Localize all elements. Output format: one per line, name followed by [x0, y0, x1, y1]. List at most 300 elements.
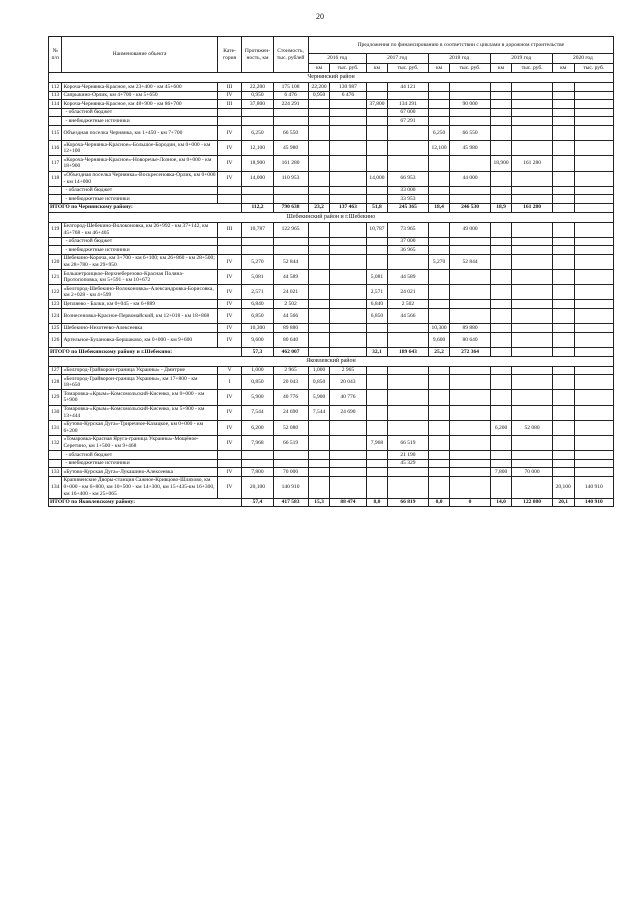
cell-year-km: 10,787 [366, 222, 388, 237]
cell-year-rub [574, 195, 614, 204]
cell-year-km [366, 332, 388, 347]
cell-num: 117 [49, 156, 62, 171]
cell-year-km: 1,000 [308, 366, 330, 375]
cell-year-km [308, 237, 330, 246]
cell-year-rub: 45 980 [450, 141, 490, 156]
cell-year-km [366, 125, 388, 140]
cell-year-rub [574, 300, 614, 309]
cell-year-km [428, 366, 450, 375]
cell-year-rub: 66 519 [388, 435, 428, 450]
page-number: 20 [316, 12, 324, 21]
cell-year-km [428, 420, 450, 435]
cell-year-km [366, 156, 388, 171]
cell-length: 112,2 [242, 203, 273, 212]
cell-year-km [490, 246, 512, 255]
table-row [49, 300, 614, 309]
cell-year-km [366, 468, 388, 477]
cell-year-km [490, 141, 512, 156]
cell-year-km [552, 285, 574, 300]
cell-name: Сапрыкино-Орлик, км 4+700 - км 5+650 [62, 91, 217, 100]
cell-cost: 40 776 [273, 390, 308, 405]
cell-year-rub [450, 108, 490, 117]
cell-year-rub: 36 965 [388, 246, 428, 255]
section-row [49, 356, 614, 366]
cell-num [49, 246, 62, 255]
cell-year-km [490, 100, 512, 109]
cell-length: 5,900 [242, 390, 273, 405]
cell-year-km [552, 117, 574, 126]
cell-year-km [366, 451, 388, 460]
cell-year-rub: 45 329 [388, 459, 428, 468]
table-row [49, 222, 614, 237]
cell-category: IV [217, 300, 242, 309]
cell-year-rub [330, 285, 366, 300]
cell-year-km [428, 108, 450, 117]
cell-num: 127 [49, 366, 62, 375]
table-row [49, 91, 614, 100]
cell-year-rub [450, 468, 490, 477]
header-year: 2017 год [366, 54, 428, 64]
cell-year-km [428, 246, 450, 255]
cell-category: IV [217, 285, 242, 300]
cell-year-rub [450, 117, 490, 126]
cell-length: 18,900 [242, 156, 273, 171]
cell-year-km [366, 366, 388, 375]
cell-year-km [308, 451, 330, 460]
table-row [49, 324, 614, 333]
cell-year-rub [450, 195, 490, 204]
cell-year-rub [450, 375, 490, 390]
cell-year-km [552, 420, 574, 435]
cell-year-km [428, 117, 450, 126]
cell-year-km [490, 270, 512, 285]
cell-year-rub [450, 186, 490, 195]
cell-year-rub: 67 000 [388, 108, 428, 117]
cell-name: «Короча-Чернянка-Красное»-Большое-Бородин, км 0+000 - км 12+100 [62, 141, 217, 156]
cell-category: I [217, 375, 242, 390]
cell-cost [273, 195, 308, 204]
table-row [49, 405, 614, 420]
cell-cost [273, 237, 308, 246]
cell-year-km [490, 186, 512, 195]
table-header [49, 37, 614, 73]
cell-length [242, 195, 273, 204]
cell-category: IV [217, 405, 242, 420]
cell-year-rub [330, 117, 366, 126]
cell-year-rub [450, 237, 490, 246]
cell-category: IV [217, 390, 242, 405]
cell-category [217, 108, 242, 117]
table-row [49, 83, 614, 92]
cell-year-rub [330, 270, 366, 285]
cell-year-rub [330, 332, 366, 347]
header-unit-rub: тыс. руб. [450, 64, 490, 73]
cell-year-km [428, 285, 450, 300]
cell-year-km [366, 420, 388, 435]
cell-year-rub [330, 435, 366, 450]
cell-cost [273, 451, 308, 460]
cell-year-rub [512, 108, 552, 117]
cell-year-rub [330, 186, 366, 195]
cell-year-km: 37,800 [366, 100, 388, 109]
header-unit-km: км [552, 64, 574, 73]
cell-year-km: 0,950 [308, 91, 330, 100]
header-year: 2018 год [428, 54, 490, 64]
cell-year-km [490, 348, 512, 357]
cell-year-rub [574, 375, 614, 390]
cell-year-km: 5,081 [366, 270, 388, 285]
cell-year-km [490, 405, 512, 420]
cell-year-rub [574, 237, 614, 246]
cell-year-rub: 161 280 [512, 203, 552, 212]
cell-year-rub [330, 100, 366, 109]
cell-year-km [490, 254, 512, 269]
sub-row [49, 108, 614, 117]
cell-year-km [552, 108, 574, 117]
cell-num: 123 [49, 300, 62, 309]
total-row [49, 498, 614, 507]
cell-year-km [428, 468, 450, 477]
cell-category: IV [217, 270, 242, 285]
cell-category: IV [217, 125, 242, 140]
cell-year-km [490, 375, 512, 390]
cell-year-km: 2,571 [366, 285, 388, 300]
cell-year-rub [450, 285, 490, 300]
cell-year-km [552, 100, 574, 109]
table-row [49, 420, 614, 435]
cell-year-rub [388, 156, 428, 171]
table-row [49, 100, 614, 109]
section-row [49, 212, 614, 222]
cell-year-km [366, 324, 388, 333]
cell-year-km [428, 405, 450, 420]
cell-cost: 110 953 [273, 171, 308, 186]
cell-year-rub [512, 222, 552, 237]
cell-name: Короча-Чернянка-Красное, км 23+400 - км 45+600 [62, 83, 217, 92]
cell-length: 6,840 [242, 300, 273, 309]
cell-category: IV [217, 171, 242, 186]
cell-year-rub: 24 021 [388, 285, 428, 300]
cell-num [49, 108, 62, 117]
cell-num: 115 [49, 125, 62, 140]
table-row [49, 309, 614, 324]
cell-year-km [552, 332, 574, 347]
cell-year-rub: 33 000 [388, 186, 428, 195]
cell-year-rub: 2 965 [330, 366, 366, 375]
cell-year-km: 51,8 [366, 203, 388, 212]
cell-year-rub [574, 332, 614, 347]
cell-year-rub: 49 000 [450, 222, 490, 237]
cell-num [49, 195, 62, 204]
cell-num [49, 117, 62, 126]
cell-year-rub [330, 222, 366, 237]
cell-cost: 89 880 [273, 324, 308, 333]
cell-year-rub [512, 91, 552, 100]
cell-year-km [552, 375, 574, 390]
cell-name: «Бутово-Курская Дуга»-Триречное-Казацкое, км 0+000 - км 6+200 [62, 420, 217, 435]
cell-year-rub [330, 108, 366, 117]
cell-length [242, 117, 273, 126]
cell-year-km [490, 324, 512, 333]
cell-year-rub: 21 190 [388, 451, 428, 460]
cell-year-rub: 189 643 [388, 348, 428, 357]
cell-year-rub [450, 83, 490, 92]
cell-name: «Белгород-Грайворон-граница Украины», км 17+800 - км 18+650 [62, 375, 217, 390]
cell-category: IV [217, 156, 242, 171]
cell-length [242, 246, 273, 255]
cell-year-km: 7,800 [490, 468, 512, 477]
cell-year-km [552, 186, 574, 195]
header-cost: Стоимость, тыс. рублей [273, 37, 308, 73]
cell-num: 124 [49, 309, 62, 324]
total-label: ИТОГО по Яковлевскому району: [49, 498, 242, 507]
cell-year-km: 8,0 [366, 498, 388, 507]
cell-year-km [490, 91, 512, 100]
cell-year-rub [330, 451, 366, 460]
cell-year-km [366, 117, 388, 126]
cell-year-km [366, 390, 388, 405]
table-row [49, 125, 614, 140]
cell-name: - областной бюджет [62, 237, 217, 246]
cell-year-km [552, 156, 574, 171]
cell-num: 132 [49, 435, 62, 450]
cell-year-km: 6,840 [366, 300, 388, 309]
header-unit-rub: тыс. руб. [512, 64, 552, 73]
cell-year-rub [574, 348, 614, 357]
cell-year-km [308, 186, 330, 195]
cell-num: 131 [49, 420, 62, 435]
cell-year-rub: 134 291 [388, 100, 428, 109]
cell-year-km [490, 300, 512, 309]
cell-year-km [366, 195, 388, 204]
cell-year-km [308, 285, 330, 300]
cell-category: IV [217, 476, 242, 498]
cell-year-km: 7,968 [366, 435, 388, 450]
cell-num: 113 [49, 91, 62, 100]
cell-year-km [428, 300, 450, 309]
table-row [49, 375, 614, 390]
cell-length: 14,000 [242, 171, 273, 186]
cell-cost [273, 108, 308, 117]
header-num: № п/п [49, 37, 62, 73]
cell-name: Белгород-Шебекино-Волоконовка, км 26+992 - км 37+142, км 45+768 - км 46+405 [62, 222, 217, 237]
cell-year-rub [450, 91, 490, 100]
cell-year-rub [450, 420, 490, 435]
cell-year-km [366, 459, 388, 468]
cell-cost: 6 476 [273, 91, 308, 100]
cell-cost: 52 844 [273, 254, 308, 269]
cell-year-km [552, 270, 574, 285]
cell-year-rub [512, 366, 552, 375]
cell-year-km [490, 476, 512, 498]
cell-year-rub [512, 309, 552, 324]
cell-cost: 122 965 [273, 222, 308, 237]
cell-year-rub: 89 880 [450, 324, 490, 333]
header-name: Наименование объекта [62, 37, 217, 73]
cell-year-km [490, 366, 512, 375]
cell-year-km [428, 435, 450, 450]
cell-cost: 44 566 [273, 309, 308, 324]
cell-year-km: 0,0 [428, 498, 450, 507]
cell-year-rub [330, 476, 366, 498]
cell-year-rub: 67 291 [388, 117, 428, 126]
cell-year-km [552, 195, 574, 204]
sub-row [49, 246, 614, 255]
cell-year-km [428, 156, 450, 171]
cell-num [49, 451, 62, 460]
cell-year-km [428, 171, 450, 186]
header-unit-rub: тыс. руб. [574, 64, 614, 73]
cell-cost: 417 583 [273, 498, 308, 507]
cell-year-rub [574, 186, 614, 195]
section-title: Яковлевский район [49, 356, 614, 366]
cell-year-km [366, 91, 388, 100]
cell-year-km [552, 468, 574, 477]
cell-year-km [366, 186, 388, 195]
cell-year-rub [574, 451, 614, 460]
cell-year-km [428, 390, 450, 405]
cell-length: 6,250 [242, 125, 273, 140]
header-year: 2019 год [490, 54, 552, 64]
cell-year-rub [512, 270, 552, 285]
cell-cost: 224 291 [273, 100, 308, 109]
table-row [49, 332, 614, 347]
cell-year-rub [512, 186, 552, 195]
cell-num: 134 [49, 476, 62, 498]
cell-category [217, 186, 242, 195]
cell-year-rub [388, 141, 428, 156]
cell-name: - областной бюджет [62, 108, 217, 117]
header-proposals: Предложения по финансированию в соответствии с циклами в дорожном строительстве [308, 37, 613, 54]
cell-year-rub [574, 91, 614, 100]
sub-row [49, 117, 614, 126]
cell-cost: 24 690 [273, 405, 308, 420]
cell-year-rub: 24 690 [330, 405, 366, 420]
section-row [49, 73, 614, 83]
cell-cost: 175 108 [273, 83, 308, 92]
cell-name: - областной бюджет [62, 186, 217, 195]
cell-category: IV [217, 254, 242, 269]
cell-year-km [308, 300, 330, 309]
cell-cost: 44 589 [273, 270, 308, 285]
cell-year-rub [512, 451, 552, 460]
cell-year-km [428, 270, 450, 285]
cell-year-rub [512, 254, 552, 269]
cell-year-rub [330, 324, 366, 333]
cell-year-rub: 44 566 [388, 309, 428, 324]
cell-category: III [217, 83, 242, 92]
cell-length: 0,950 [242, 91, 273, 100]
cell-cost [273, 186, 308, 195]
cell-year-rub [574, 435, 614, 450]
cell-cost: 45 980 [273, 141, 308, 156]
cell-year-rub: 40 776 [330, 390, 366, 405]
cell-year-rub [574, 108, 614, 117]
cell-year-rub: 37 000 [388, 237, 428, 246]
cell-year-km [428, 476, 450, 498]
cell-year-km [366, 405, 388, 420]
cell-year-km: 12,100 [428, 141, 450, 156]
cell-cost: 2 502 [273, 300, 308, 309]
cell-year-km [308, 420, 330, 435]
cell-year-rub: 44 121 [388, 83, 428, 92]
cell-year-km [552, 83, 574, 92]
cell-num: 128 [49, 375, 62, 390]
cell-year-rub [574, 324, 614, 333]
cell-length [242, 459, 273, 468]
cell-year-rub [574, 83, 614, 92]
cell-num: 130 [49, 405, 62, 420]
cell-name: «Объездная поселка Чернянка»-Воскресеновка-Орлик, км 0+000 - км 14+000 [63, 172, 216, 185]
cell-cost: 20 043 [273, 375, 308, 390]
cell-name: Большетроицкое-Верхнеберезово-Красная Поляна-Протопоповка, км 5+591 - км 10+672 [62, 270, 217, 285]
cell-year-km [552, 366, 574, 375]
cell-year-km [552, 171, 574, 186]
cell-year-km: 23,2 [308, 203, 330, 212]
cell-year-rub [388, 125, 428, 140]
cell-year-rub [574, 285, 614, 300]
cell-cost: 2 965 [273, 366, 308, 375]
cell-year-rub [450, 435, 490, 450]
cell-name: «Белгород-Шебекино-Волоконовка»-Александровка-Борисовка, км 2+028 - км 4+599 [62, 285, 217, 300]
cell-year-rub [388, 375, 428, 390]
cell-category: IV [217, 420, 242, 435]
cell-year-km [428, 100, 450, 109]
cell-year-km [552, 390, 574, 405]
cell-year-rub [574, 309, 614, 324]
cell-year-rub [512, 405, 552, 420]
table-row [49, 435, 614, 450]
cell-year-rub [330, 141, 366, 156]
cell-year-rub [330, 195, 366, 204]
cell-name: Вознесеновка-Красное-Первомайский, км 12+018 - км 18+868 [62, 309, 217, 324]
cell-num: 120 [49, 254, 62, 269]
cell-year-rub [512, 83, 552, 92]
cell-year-rub [330, 156, 366, 171]
cell-year-rub [450, 390, 490, 405]
cell-year-km [490, 222, 512, 237]
cell-year-rub [574, 141, 614, 156]
cell-year-km [552, 324, 574, 333]
cell-year-rub [512, 435, 552, 450]
cell-category [217, 117, 242, 126]
cell-cost [273, 117, 308, 126]
table-row [49, 468, 614, 477]
cell-category: IV [217, 468, 242, 477]
cell-length: 6,850 [242, 309, 273, 324]
cell-year-rub: 2 502 [388, 300, 428, 309]
cell-name: Объездная поселка Чернянка, км 1+450 - км 7+700 [62, 125, 217, 140]
cell-year-rub [512, 324, 552, 333]
cell-year-km [552, 125, 574, 140]
cell-year-rub [574, 405, 614, 420]
cell-year-km [552, 203, 574, 212]
cell-year-rub [512, 195, 552, 204]
cell-category [217, 451, 242, 460]
total-row [49, 203, 614, 212]
cell-year-rub: 246 530 [450, 203, 490, 212]
cell-year-km [490, 459, 512, 468]
cell-year-km [308, 309, 330, 324]
header-unit-rub: тыс. руб. [388, 64, 428, 73]
cell-year-km [552, 459, 574, 468]
cell-year-km [490, 285, 512, 300]
cell-year-km [308, 125, 330, 140]
cell-year-rub [388, 405, 428, 420]
cell-year-rub [388, 468, 428, 477]
cell-year-rub [512, 100, 552, 109]
cell-cost: 80 640 [273, 332, 308, 347]
